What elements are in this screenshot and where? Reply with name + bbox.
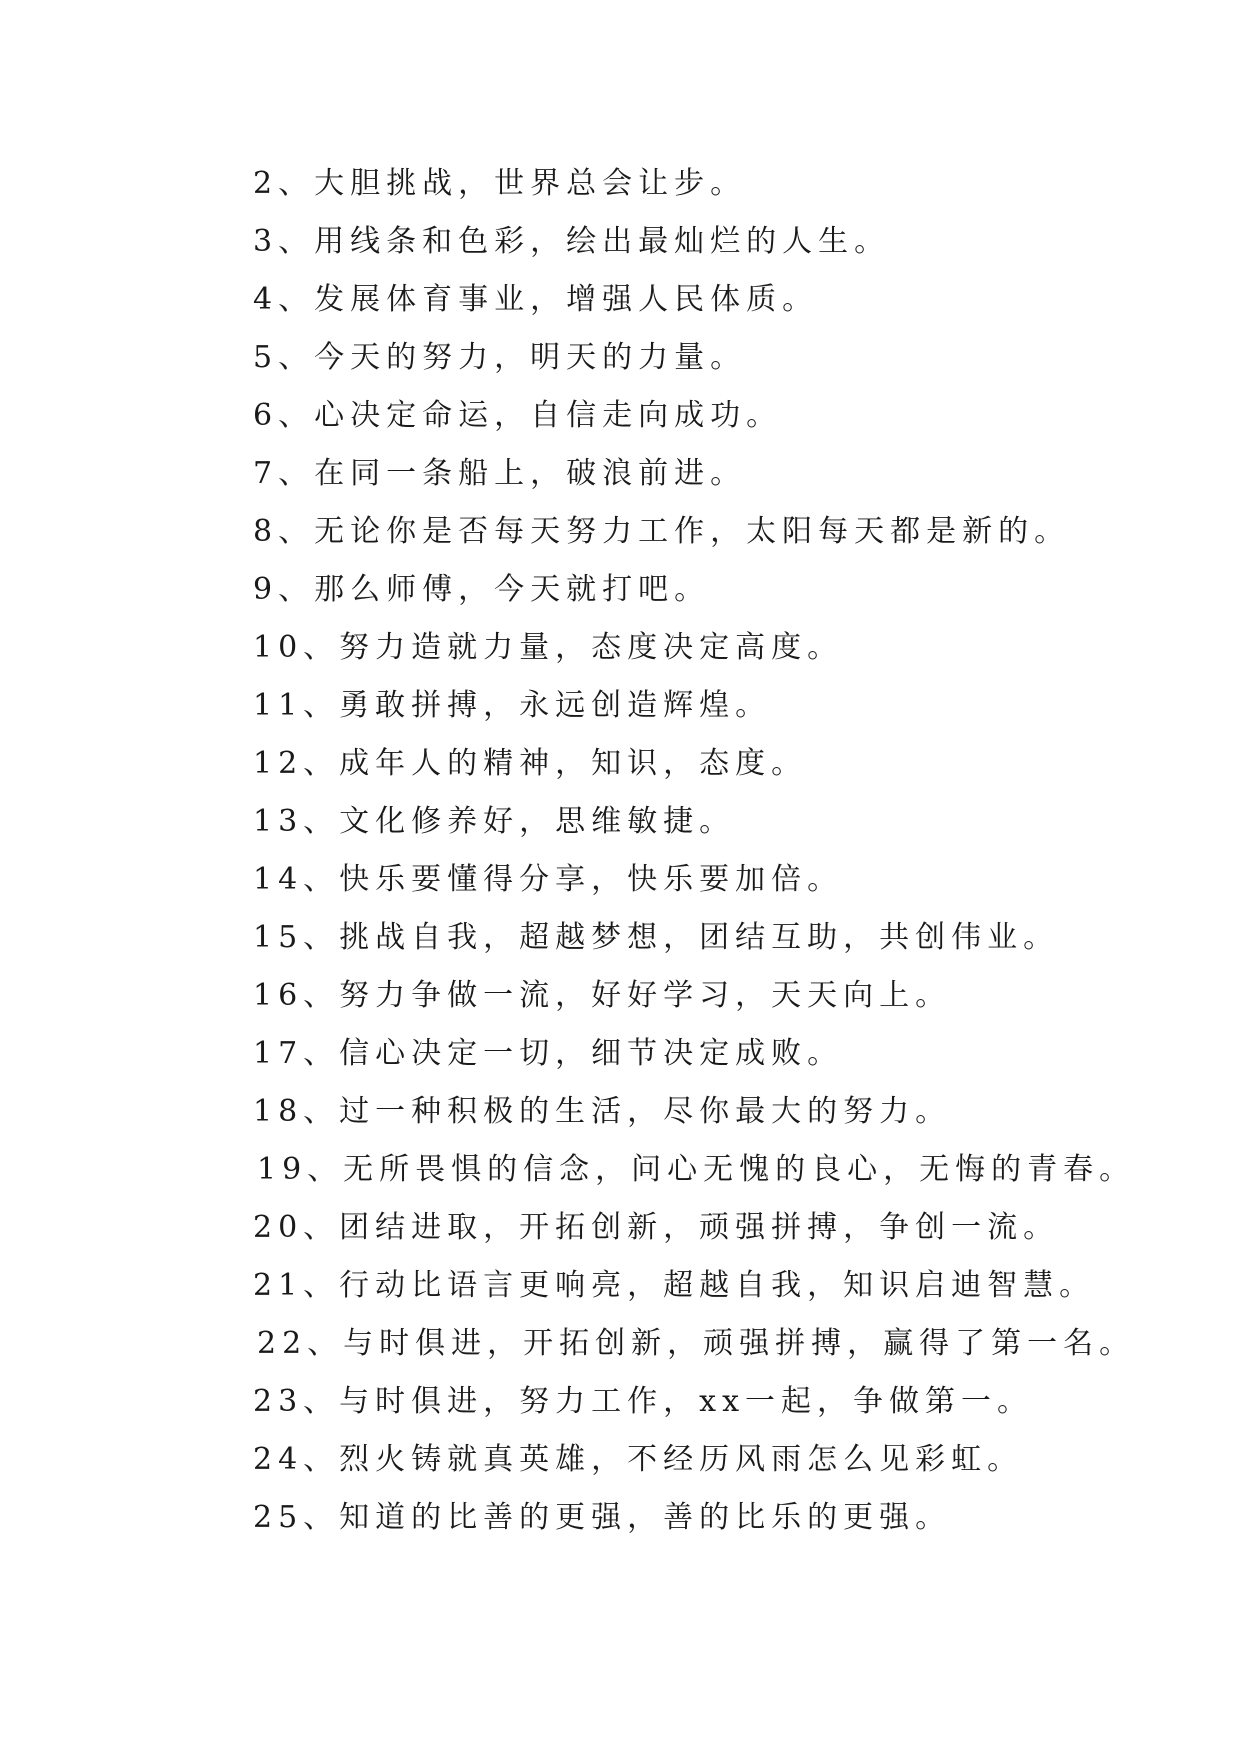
list-item: 25、知道的比善的更强，善的比乐的更强。 — [253, 1500, 952, 1535]
list-item: 5、今天的努力，明天的力量。 — [253, 340, 747, 375]
list-item: 21、行动比语言更响亮，超越自我，知识启迪智慧。 — [253, 1268, 1096, 1303]
list-item: 4、发展体育事业，增强人民体质。 — [253, 282, 819, 317]
list-item: 3、用线条和色彩，绘出最灿烂的人生。 — [253, 224, 891, 259]
list-item: 24、烈火铸就真英雄，不经历风雨怎么见彩虹。 — [253, 1442, 1024, 1477]
list-item: 20、团结进取，开拓创新，顽强拼搏，争创一流。 — [253, 1210, 1060, 1245]
list-item: 9、那么师傅，今天就打吧。 — [253, 572, 711, 607]
list-item: 22、与时俱进，开拓创新，顽强拼搏，赢得了第一名。 — [257, 1326, 1136, 1361]
list-item: 10、努力造就力量，态度决定高度。 — [253, 630, 844, 665]
list-item: 7、在同一条船上，破浪前进。 — [253, 456, 747, 491]
list-item: 13、文化修养好，思维敏捷。 — [253, 804, 736, 839]
list-item: 11、勇敢拼搏，永远创造辉煌。 — [253, 688, 772, 723]
list-item: 15、挑战自我，超越梦想，团结互助，共创伟业。 — [253, 920, 1060, 955]
list-item: 17、信心决定一切，细节决定成败。 — [253, 1036, 844, 1071]
list-item: 16、努力争做一流，好好学习，天天向上。 — [253, 978, 952, 1013]
list-item: 12、成年人的精神，知识，态度。 — [253, 746, 808, 781]
list-item: 2、大胆挑战，世界总会让步。 — [253, 166, 747, 201]
list-item: 23、与时俱进，努力工作，xx一起，争做第一。 — [253, 1384, 1034, 1419]
list-item: 14、快乐要懂得分享，快乐要加倍。 — [253, 862, 844, 897]
list-item: 19、无所畏惧的信念，问心无愧的良心，无悔的青春。 — [257, 1152, 1136, 1187]
list-item: 6、心决定命运，自信走向成功。 — [253, 398, 783, 433]
list-item: 18、过一种积极的生活，尽你最大的努力。 — [253, 1094, 952, 1129]
list-item: 8、无论你是否每天努力工作，太阳每天都是新的。 — [253, 514, 1071, 549]
slogan-list — [253, 155, 1153, 1547]
